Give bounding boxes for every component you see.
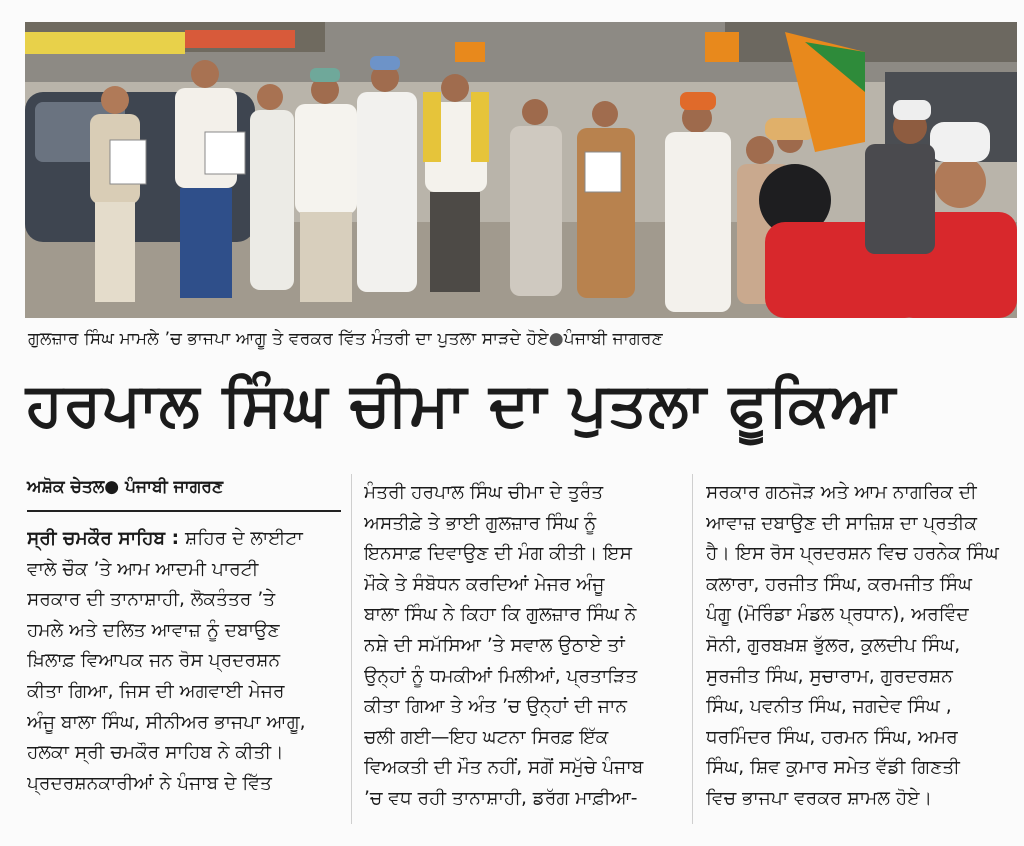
article-line: ਸੋਨੀ, ਗੁਰਬਖ਼ਸ਼ ਭੁੱਲਰ, ਕੁਲਦੀਪ ਸਿੰਘ, — [706, 634, 961, 656]
article-line: ਉਨ੍ਹਾਂ ਨੂੰ ਧਮਕੀਆਂ ਮਿਲੀਆਂ, ਪ੍ਰਤਾੜਿਤ — [364, 665, 638, 687]
article-line: ਆਵਾਜ਼ ਦਬਾਉਣ ਦੀ ਸਾਜ਼ਿਸ਼ ਦਾ ਪ੍ਰਤੀਕ — [706, 512, 978, 534]
article-column-2 — [364, 478, 678, 815]
article-line: ਸਰਕਾਰ ਗਠਜੋੜ ਅਤੇ ਆਮ ਨਾਗਰਿਕ ਦੀ — [706, 482, 977, 503]
caption-text: ਗੁਲਜ਼ਾਰ ਸਿੰਘ ਮਾਮਲੇ ’ਚ ਭਾਜਪਾ ਆਗੂ ਤੇ ਵਰਕਰ ਵਿੱਤ ਮੰਤਰੀ ਦਾ ਪੁਤਲਾ ਸਾੜਦੇ ਹੋਏ — [28, 329, 549, 349]
article-line: ਸਿੰਘ, ਪਵਨੀਤ ਸਿੰਘ, ਜਗਦੇਵ ਸਿੰਘ , — [706, 696, 952, 718]
headline: ਹਰਪਾਲ ਸਿੰਘ ਚੀਮਾ ਦਾ ਪੁਤਲਾ ਫੂਕਿਆ — [26, 370, 897, 440]
article-line: ਸਰਕਾਰ ਦੀ ਤਾਨਾਸ਼ਾਹੀ, ਲੋਕਤੰਤਰ ’ਤੇ — [27, 589, 276, 611]
news-photo — [25, 22, 1017, 318]
article-line: ਧਰਮਿੰਦਰ ਸਿੰਘ, ਹਰਮਨ ਸਿੰਘ, ਅਮਰ — [706, 726, 958, 748]
article-line: ਕੀਤਾ ਗਿਆ ਤੇ ਅੰਤ ’ਚ ਉਨ੍ਹਾਂ ਦੀ ਜਾਨ — [364, 696, 627, 718]
byline-rule — [27, 510, 341, 512]
column-divider — [692, 474, 693, 824]
article-line: ਸਿੰਘ, ਸ਼ਿਵ ਕੁਮਾਰ ਸਮੇਤ ਵੱਡੀ ਗਿਣਤੀ — [706, 757, 960, 779]
article-line: ਵਿਚ ਭਾਜਪਾ ਵਰਕਰ ਸ਼ਾਮਲ ਹੋਏ। — [706, 787, 933, 809]
article-line: ਮੌਕੇ ਤੇ ਸੰਬੋਧਨ ਕਰਦਿਆਂ ਮੇਜਰ ਅੰਜੂ — [364, 573, 605, 595]
byline-separator: ● — [104, 477, 120, 497]
article-line: ਚਲੀ ਗਈ—ਇਹ ਘਟਨਾ ਸਿਰਫ਼ ਇੱਕ — [364, 726, 609, 748]
dateline: ਸ੍ਰੀ ਚਮਕੌਰ ਸਾਹਿਬ : — [27, 528, 180, 549]
article-line — [27, 524, 341, 555]
article-line: ਹਮਲੇ ਅਤੇ ਦਲਿਤ ਆਵਾਜ਼ ਨੂੰ ਦਬਾਉਣ — [27, 619, 280, 641]
article-column-3 — [706, 478, 1018, 815]
article-text: ਸ਼ਹਿਰ ਦੇ ਲਾਈਟਾ — [179, 528, 303, 549]
article-line: ਹਲਕਾ ਸ੍ਰੀ ਚਮਕੌਰ ਸਾਹਿਬ ਨੇ ਕੀਤੀ। — [27, 742, 284, 764]
article-line: ਸੁਰਜੀਤ ਸਿੰਘ, ਸੁਚਾਰਾਮ, ਗੁਰਦਰਸ਼ਨ — [706, 665, 953, 687]
article-line: ਕੀਤਾ ਗਿਆ, ਜਿਸ ਦੀ ਅਗਵਾਈ ਮੇਜਰ — [27, 680, 285, 702]
column-divider — [351, 474, 352, 824]
article-line: ਪ੍ਰਦਰਸ਼ਨਕਾਰੀਆਂ ਨੇ ਪੰਜਾਬ ਦੇ ਵਿੱਤ — [27, 772, 272, 794]
photo-illustration — [25, 22, 1017, 318]
article-line: ਖ਼ਿਲਾਫ਼ ਵਿਆਪਕ ਜਨ ਰੋਸ ਪ੍ਰਦਰਸ਼ਨ — [27, 650, 281, 672]
article-line: ਨਸ਼ੇ ਦੀ ਸਮੱਸਿਆ ’ਤੇ ਸਵਾਲ ਉਠਾਏ ਤਾਂ — [364, 634, 625, 656]
article-line: ਕਲਾਰਾ, ਹਰਜੀਤ ਸਿੰਘ, ਕਰਮਜੀਤ ਸਿੰਘ — [706, 573, 972, 595]
article-column-1 — [27, 474, 341, 799]
article-line: ’ਚ ਵਧ ਰਹੀ ਤਾਨਾਸ਼ਾਹੀ, ਡਰੱਗ ਮਾਫ਼ੀਆ- — [364, 787, 638, 809]
article-line: ਪੰਗੂ (ਮੋਰਿੰਡਾ ਮੰਡਲ ਪ੍ਰਧਾਨ), ਅਰਵਿੰਦ — [706, 604, 969, 626]
article-line: ਅੰਜੂ ਬਾਲਾ ਸਿੰਘ, ਸੀਨੀਅਰ ਭਾਜਪਾ ਆਗੂ, — [27, 711, 306, 733]
byline-publication: ਪੰਜਾਬੀ ਜਾਗਰਣ — [125, 477, 224, 497]
photo-caption — [28, 326, 1018, 352]
article-line: ਮੰਤਰੀ ਹਰਪਾਲ ਸਿੰਘ ਚੀਮਾ ਦੇ ਤੁਰੰਤ — [364, 482, 604, 503]
article-line: ਬਾਲਾ ਸਿੰਘ ਨੇ ਕਿਹਾ ਕਿ ਗੁਲਜ਼ਾਰ ਸਿੰਘ ਨੇ — [364, 604, 637, 626]
article-line: ਵਾਲੇ ਚੌਕ ’ਤੇ ਆਮ ਆਦਮੀ ਪਾਰਟੀ — [27, 558, 259, 580]
article-line: ਵਿਅਕਤੀ ਦੀ ਮੌਤ ਨਹੀਂ, ਸਗੋਂ ਸਮੁੱਚੇ ਪੰਜਾਬ — [364, 757, 644, 779]
byline-author: ਅਸ਼ੋਕ ਚੇਤਲ — [27, 477, 105, 497]
caption-credit: ਪੰਜਾਬੀ ਜਾਗਰਣ — [563, 329, 663, 349]
byline — [27, 474, 341, 500]
article-line: ਇਨਸਾਫ਼ ਦਿਵਾਉਣ ਦੀ ਮੰਗ ਕੀਤੀ। ਇਸ — [364, 543, 632, 565]
caption-separator: ● — [548, 329, 564, 349]
article-line: ਹੈ। ਇਸ ਰੋਸ ਪ੍ਰਦਰਸ਼ਨ ਵਿਚ ਹਰਨੇਕ ਸਿੰਘ — [706, 543, 999, 565]
article-line: ਅਸਤੀਫ਼ੇ ਤੇ ਭਾਈ ਗੁਲਜ਼ਾਰ ਸਿੰਘ ਨੂੰ — [364, 512, 597, 534]
